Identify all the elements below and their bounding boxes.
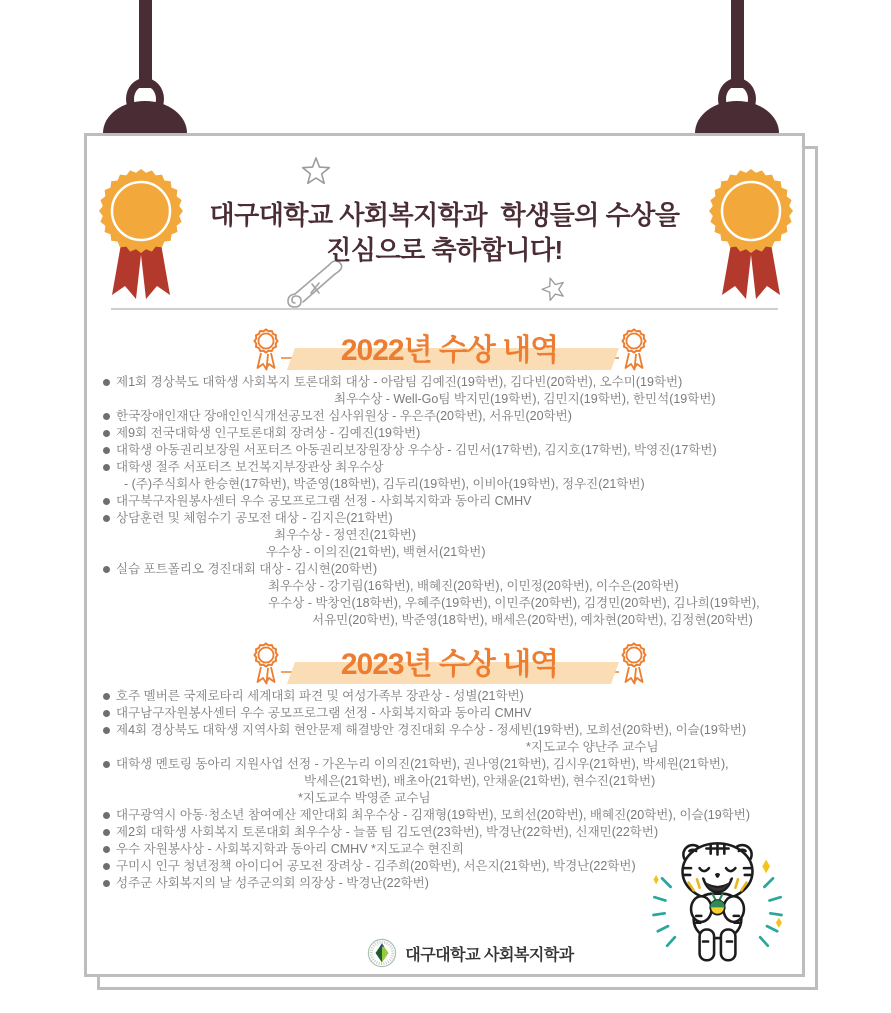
award-text: 호주 멜버른 국제로타리 세계대회 파견 및 여성가족부 장관상 - 성별(21학번) xyxy=(116,689,524,703)
award-text: 우수상 - 박창언(18학번), 우혜주(19학번), 이민주(20학번), 김경민(20학번), 김나희(19학번), xyxy=(268,596,760,610)
award-text: 제9회 전국대학생 인구토론대회 장려상 - 김예진(19학번) xyxy=(116,426,421,440)
award-line xyxy=(103,459,796,476)
award-line xyxy=(103,374,796,391)
section-title: 2023년 수상 내역 xyxy=(340,648,559,681)
award-text: 서유민(20학번), 박준영(18학번), 배세은(20학번), 예차현(20학번), 김정현(20학번) xyxy=(312,613,753,627)
divider-line xyxy=(111,308,778,310)
award-text: 최우수상 - 강기림(16학번), 배혜진(20학번), 이민정(20학번), 이수은(20학번) xyxy=(268,579,679,593)
award-text: 대학생 절주 서포터즈 보건복지부장관상 최우수상 xyxy=(116,460,384,474)
university-emblem-icon xyxy=(367,938,397,968)
poster-title-line2: 진심으로 축하합니다! xyxy=(326,235,563,265)
award-line xyxy=(103,476,796,493)
award-text: 제2회 대학생 사회복지 토론대회 최우수상 - 늘품 팀 김도연(23학번), 박경난(22학번), 신재민(22학번) xyxy=(116,825,659,839)
star-outline-icon xyxy=(301,156,331,186)
award-text: 상담훈련 및 체험수기 공모전 대상 - 김지은(21학번) xyxy=(116,511,393,525)
award-line xyxy=(103,612,796,629)
award-line xyxy=(103,408,796,425)
award-text: *지도교수 양난주 교수님 xyxy=(526,740,659,754)
award-line xyxy=(103,739,796,756)
bullet-dot-icon xyxy=(103,515,110,522)
award-line xyxy=(103,578,796,595)
award-text: 제4회 경상북도 대학생 지역사회 현안문제 해결방안 경진대회 우수상 - 정세빈(19학번), 모희선(20학번), 이슬(19학번) xyxy=(116,723,747,737)
award-sections xyxy=(103,326,796,892)
award-text: 대학생 멘토링 동아리 지원사업 선정 - 가온누리 이의진(21학번), 권나영(21학번), 김시우(21학번), 박세원(21학번), xyxy=(116,757,729,771)
bullet-dot-icon xyxy=(103,430,110,437)
award-text: 대구광역시 아동·청소년 참여예산 제안대회 최우수상 - 김재형(19학번), 모희선(20학번), 배혜진(20학번), 이슬(19학번) xyxy=(116,808,750,822)
bullet-dot-icon xyxy=(103,566,110,573)
award-line xyxy=(103,705,796,722)
award-line xyxy=(103,544,796,561)
award-line xyxy=(103,527,796,544)
bullet-dot-icon xyxy=(103,812,110,819)
hanger-dome-icon xyxy=(695,101,779,133)
award-line xyxy=(103,425,796,442)
award-text: 구미시 인구 청년정책 아이디어 공모전 장려상 - 김주희(20학번), 서은지(21학번), 박경난(22학번) xyxy=(116,859,636,873)
bullet-dot-icon xyxy=(103,761,110,768)
hanger-rod xyxy=(139,0,152,88)
bullet-dot-icon xyxy=(103,498,110,505)
award-line xyxy=(103,688,796,705)
award-line xyxy=(103,807,796,824)
bullet-dot-icon xyxy=(103,863,110,870)
award-line xyxy=(103,595,796,612)
award-text: 박세은(21학번), 배초아(21학번), 안채윤(21학번), 현수진(21학번) xyxy=(304,774,656,788)
award-line xyxy=(103,561,796,578)
bullet-dot-icon xyxy=(103,464,110,471)
section-header xyxy=(251,326,649,372)
poster-title xyxy=(87,198,802,268)
award-line xyxy=(103,391,796,408)
bullet-dot-icon xyxy=(103,710,110,717)
bullet-dot-icon xyxy=(103,413,110,420)
award-section xyxy=(103,326,796,629)
rosette-outline-icon xyxy=(619,640,649,686)
section-header xyxy=(251,640,649,686)
hanger-rod xyxy=(731,0,744,88)
award-text: 대학생 아동권리보장원 서포터즈 아동권리보장원장상 우수상 - 김민서(17학번), 김지호(17학번), 박영진(17학번) xyxy=(116,443,717,457)
bullet-dot-icon xyxy=(103,846,110,853)
award-text: 우수 자원봉사상 - 사회복지학과 동아리 CMHV *지도교수 현진희 xyxy=(116,842,464,856)
award-text: 성주군 사회복지의 날 성주군의회 의장상 - 박경난(22학번) xyxy=(116,876,429,890)
award-line xyxy=(103,790,796,807)
section-title: 2022년 수상 내역 xyxy=(340,334,559,367)
award-text: 한국장애인재단 장애인인식개선공모전 심사위원상 - 우은주(20학번), 서유민(20학번) xyxy=(116,409,572,423)
poster-card xyxy=(84,133,805,977)
award-text: 제1회 경상북도 대학생 사회복지 토론대회 대상 - 아람팀 김예진(19학번), 김다빈(20학번), 오수미(19학번) xyxy=(116,375,683,389)
footer-department-name: 대구대학교 사회복지학과 xyxy=(405,946,574,964)
bullet-dot-icon xyxy=(103,829,110,836)
award-line xyxy=(103,510,796,527)
bullet-dot-icon xyxy=(103,693,110,700)
bullet-dot-icon xyxy=(103,880,110,887)
bullet-dot-icon xyxy=(103,379,110,386)
footer xyxy=(113,938,828,968)
hanger-dome-icon xyxy=(103,101,187,133)
bullet-dot-icon xyxy=(103,727,110,734)
award-line xyxy=(103,756,796,773)
rosette-outline-icon xyxy=(619,326,649,372)
award-text: *지도교수 박영준 교수님 xyxy=(298,791,431,805)
award-text: - (주)주식회사 한승현(17학번), 박준영(18학번), 김두리(19학번), 이비아(19학번), 정우진(21학번) xyxy=(124,477,645,491)
award-text: 실습 포트폴리오 경진대회 대상 - 김시현(20학번) xyxy=(116,562,378,576)
award-line xyxy=(103,493,796,510)
award-line xyxy=(103,442,796,459)
award-line xyxy=(103,722,796,739)
award-text: 대구남구자원봉사센터 우수 공모프로그램 선정 - 사회복지학과 동아리 CMHV xyxy=(116,706,532,720)
award-line xyxy=(103,773,796,790)
award-text: 대구북구자원봉사센터 우수 공모프로그램 선정 - 사회복지학과 동아리 CMHV xyxy=(116,494,532,508)
award-list xyxy=(103,374,796,629)
award-text: 최우수상 - 정연진(21학번) xyxy=(274,528,417,542)
award-text: 최우수상 - Well-Go팀 박지민(19학번), 김민지(19학번), 한민석(19학번) xyxy=(334,392,716,406)
star-outline-icon xyxy=(541,276,566,301)
bullet-dot-icon xyxy=(103,447,110,454)
poster-title-line1: 대구대학교 사회복지학과 학생들의 수상을 xyxy=(209,200,680,230)
award-text: 우수상 - 이의진(21학번), 백현서(21학번) xyxy=(266,545,486,559)
